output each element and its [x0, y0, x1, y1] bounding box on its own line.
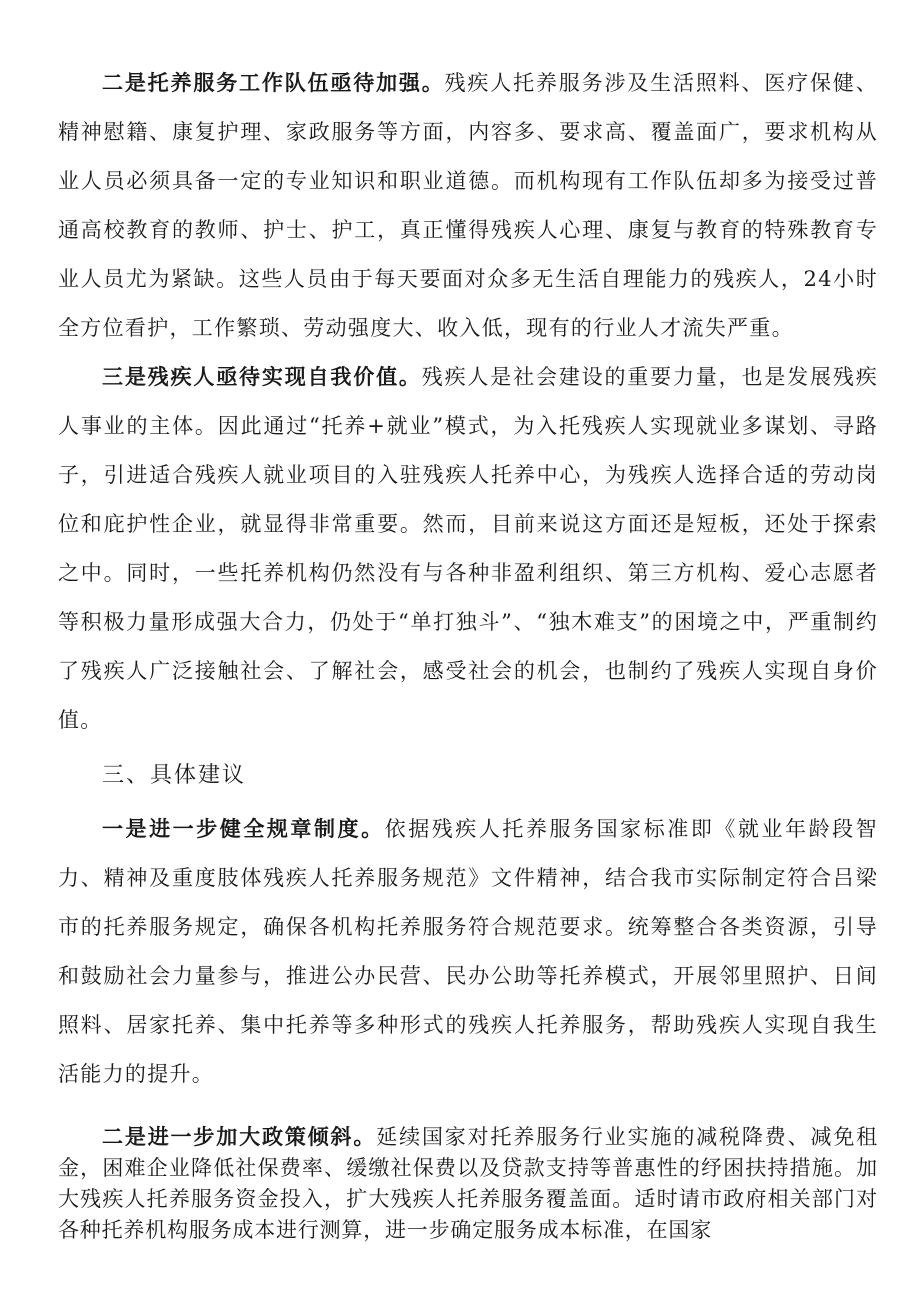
paragraph-body: 残疾人是社会建设的重要力量，也是发展残疾人事业的主体。因此通过“托养+就业”模式，为入托残疾人实现就业多谋划、寻路子，引进适合残疾人就业项目的入驻残疾人托养中心，为残疾人选择合适的劳动岗位和庇护性企业，就显得非常重要。然而，目前来说这方面还是短板，还处于探索之中。同时，一些托养机构仍然没有与各种非盈利组织、第三方机构、爱心志愿者等积极力量形成强大合力，仍处于“单打独斗”、“独木难支”的困境之中，严重制约了残疾人广泛接触社会、了解社会，感受社会的机会，也制约了残疾人实现自身价值。	[58, 365, 878, 732]
paragraph-lead: 二是进一步加大政策倾斜。	[102, 1124, 377, 1149]
paragraph-regulations	[58, 804, 878, 1099]
paragraph-body: 延续国家对托养服务行业实施的减税降费、减免租金，困难企业降低社保费率、缓缴社保费以及贷款支持等普惠性的纾困扶持措施。加大残疾人托养服务资金投入，扩大残疾人托养服务覆盖面。适时请市政府相关部门对各种托养机构服务成本进行测算，进一步确定服务成本标准，在国家	[58, 1125, 878, 1242]
paragraph-lead: 一是进一步健全规章制度。	[102, 816, 385, 841]
paragraph-body: 依据残疾人托养服务国家标准即《就业年龄段智力、精神及重度肢体残疾人托养服务规范》文件精神，结合我市实际制定符合吕梁市的托养服务规定，确保各机构托养服务符合规范要求。统筹整合各类资源，引导和鼓励社会力量参与，推进公办民营、民办公助等托养模式，开展邻里照护、日间照料、居家托养、集中托养等多种形式的残疾人托养服务，帮助残疾人实现自我生活能力的提升。	[58, 817, 878, 1086]
paragraph-team	[58, 58, 878, 353]
paragraph-policy	[58, 1121, 878, 1246]
paragraph-self-value	[58, 352, 878, 745]
paragraph-lead: 三是残疾人亟待实现自我价值。	[102, 364, 422, 389]
paragraph-lead: 二是托养服务工作队伍亟待加强。	[102, 70, 445, 95]
section-heading: 三、具体建议	[102, 763, 247, 788]
paragraph-body: 残疾人托养服务涉及生活照料、医疗保健、精神慰籍、康复护理、家政服务等方面，内容多、要求高、覆盖面广，要求机构从业人员必须具备一定的专业知识和职业道德。而机构现有工作队伍却多为接受过普通高校教育的教师、护士、护工，真正懂得残疾人心理、康复与教育的特殊教育专业人员尤为紧缺。这些人员由于每天要面对众多无生活自理能力的残疾人，24小时全方位看护，工作繁琐、劳动强度大、收入低，现有的行业人才流失严重。	[58, 71, 878, 340]
